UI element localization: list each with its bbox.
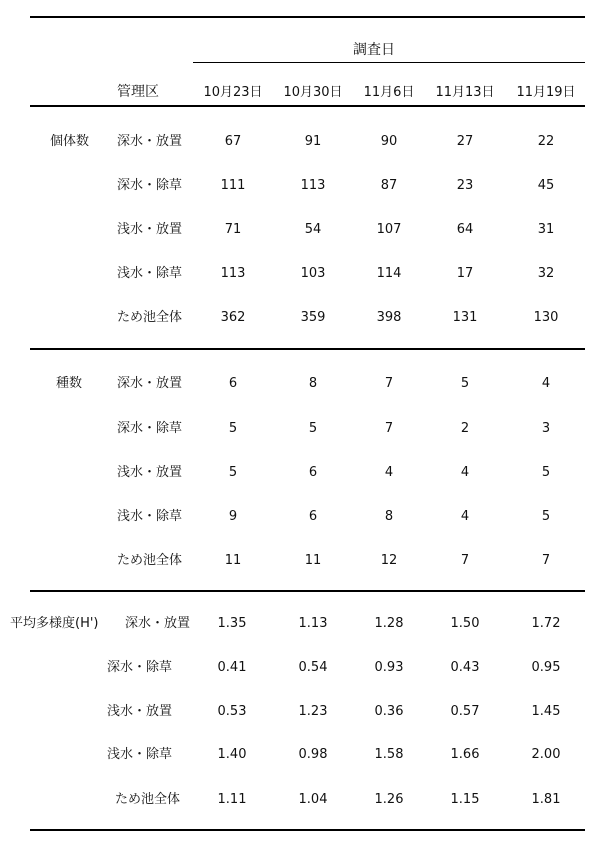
- cell-value: 7: [541, 553, 551, 568]
- cell-value: 111: [220, 178, 246, 193]
- cell-value: 0.43: [450, 660, 480, 675]
- cell-value: 0.98: [298, 747, 328, 762]
- cell-value: 1.15: [450, 792, 480, 807]
- cell-value: 398: [376, 310, 402, 325]
- cell-value: 71: [224, 222, 242, 237]
- area-label: 深水・放置: [117, 134, 183, 149]
- cell-value: 11: [304, 553, 322, 568]
- cell-value: 3: [541, 421, 551, 436]
- cell-value: 32: [537, 266, 555, 281]
- cell-value: 107: [376, 222, 402, 237]
- section-label: 平均多様度(H'): [10, 616, 99, 631]
- cell-value: 1.26: [374, 792, 404, 807]
- area-label: 浅水・放置: [107, 704, 173, 719]
- cell-value: 0.95: [531, 660, 561, 675]
- cell-value: 45: [537, 178, 555, 193]
- cell-value: 1.45: [531, 704, 561, 719]
- cell-value: 1.81: [531, 792, 561, 807]
- area-label: 深水・除草: [107, 660, 173, 675]
- area-label: 浅水・放置: [117, 222, 183, 237]
- cell-value: 54: [304, 222, 322, 237]
- cell-value: 64: [456, 222, 474, 237]
- area-label: 浅水・除草: [117, 266, 183, 281]
- cell-value: 22: [537, 134, 555, 149]
- cell-value: 113: [220, 266, 246, 281]
- cell-value: 5: [228, 421, 238, 436]
- cell-value: 359: [300, 310, 326, 325]
- cell-value: 7: [384, 421, 394, 436]
- area-label: 浅水・放置: [117, 465, 183, 480]
- cell-value: 8: [384, 509, 394, 524]
- cell-value: 2: [460, 421, 470, 436]
- header-rule: [30, 105, 585, 107]
- cell-value: 4: [541, 376, 551, 391]
- cell-value: 7: [384, 376, 394, 391]
- section-column-header: 管理区: [117, 84, 159, 100]
- cell-value: 5: [228, 465, 238, 480]
- cell-value: 1.40: [217, 747, 247, 762]
- cell-value: 362: [220, 310, 246, 325]
- cell-value: 23: [456, 178, 474, 193]
- cell-value: 1.13: [298, 616, 328, 631]
- cell-value: 5: [541, 509, 551, 524]
- cell-value: 0.57: [450, 704, 480, 719]
- cell-value: 103: [300, 266, 326, 281]
- bottom-rule: [30, 829, 585, 831]
- cell-value: 6: [308, 465, 318, 480]
- cell-value: 17: [456, 266, 474, 281]
- top-rule: [30, 16, 585, 18]
- section-label: 種数: [56, 376, 83, 391]
- cell-value: 1.58: [374, 747, 404, 762]
- cell-value: 0.93: [374, 660, 404, 675]
- date-header: 10月23日: [203, 85, 263, 100]
- date-header: 10月30日: [283, 85, 343, 100]
- cell-value: 9: [228, 509, 238, 524]
- cell-value: 7: [460, 553, 470, 568]
- cell-value: 5: [460, 376, 470, 391]
- area-label: 浅水・除草: [107, 747, 173, 762]
- cell-value: 67: [224, 134, 242, 149]
- cell-value: 5: [541, 465, 551, 480]
- cell-value: 131: [452, 310, 478, 325]
- cell-value: 1.35: [217, 616, 247, 631]
- area-label: ため池全体: [117, 310, 183, 325]
- area-label: ため池全体: [115, 792, 181, 807]
- cell-value: 4: [384, 465, 394, 480]
- cell-value: 90: [380, 134, 398, 149]
- cell-value: 27: [456, 134, 474, 149]
- area-label: 深水・放置: [117, 376, 183, 391]
- cell-value: 113: [300, 178, 326, 193]
- cell-value: 8: [308, 376, 318, 391]
- cell-value: 12: [380, 553, 398, 568]
- cell-value: 4: [460, 465, 470, 480]
- cell-value: 6: [228, 376, 238, 391]
- cell-value: 31: [537, 222, 555, 237]
- cell-value: 0.36: [374, 704, 404, 719]
- cell-value: 0.53: [217, 704, 247, 719]
- cell-value: 91: [304, 134, 322, 149]
- date-header: 11月13日: [435, 85, 495, 100]
- section-rule: [30, 590, 585, 592]
- cell-value: 6: [308, 509, 318, 524]
- area-label: 深水・放置: [125, 616, 191, 631]
- cell-value: 0.41: [217, 660, 247, 675]
- cell-value: 1.50: [450, 616, 480, 631]
- cell-value: 1.66: [450, 747, 480, 762]
- area-label: ため池全体: [117, 553, 183, 568]
- cell-value: 5: [308, 421, 318, 436]
- date-header: 11月6日: [363, 85, 415, 100]
- cell-value: 4: [460, 509, 470, 524]
- cell-value: 130: [533, 310, 559, 325]
- area-label: 深水・除草: [117, 421, 183, 436]
- area-label: 深水・除草: [117, 178, 183, 193]
- cell-value: 2.00: [531, 747, 561, 762]
- survey-day-header: 調査日: [353, 42, 395, 58]
- cell-value: 1.11: [217, 792, 247, 807]
- section-rule: [30, 348, 585, 350]
- cell-value: 87: [380, 178, 398, 193]
- section-label: 個体数: [50, 134, 90, 149]
- survey-day-rule: [193, 62, 585, 63]
- cell-value: 11: [224, 553, 242, 568]
- cell-value: 1.72: [531, 616, 561, 631]
- cell-value: 1.23: [298, 704, 328, 719]
- date-header: 11月19日: [516, 85, 576, 100]
- cell-value: 0.54: [298, 660, 328, 675]
- cell-value: 114: [376, 266, 402, 281]
- cell-value: 1.04: [298, 792, 328, 807]
- cell-value: 1.28: [374, 616, 404, 631]
- area-label: 浅水・除草: [117, 509, 183, 524]
